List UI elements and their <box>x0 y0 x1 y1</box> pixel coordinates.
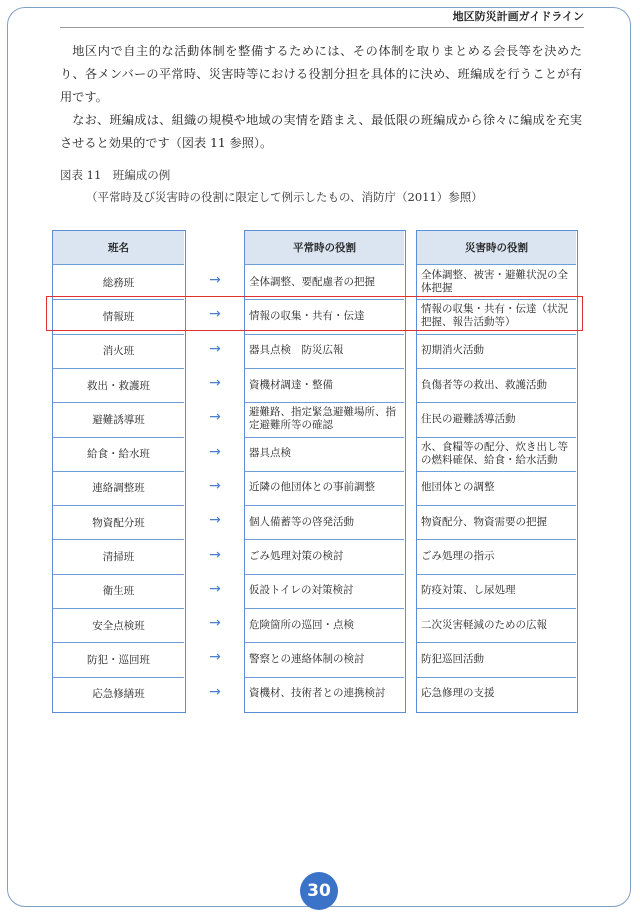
header-rule <box>60 27 584 28</box>
cell-disaster: 応急修理の支援 <box>421 687 495 700</box>
arrow-icon: → <box>209 580 221 597</box>
cell-disaster: 負傷者等の救出、救護活動 <box>421 378 547 391</box>
figure-subcaption: （平常時及び災害時の役割に限定して例示したもの、消防庁（2011）参照） <box>86 190 483 204</box>
cell-disaster: 防疫対策、し尿処理 <box>421 584 516 597</box>
header-title: 地区防災計画ガイドライン <box>452 10 584 23</box>
cell-normal: ごみ処理対策の検討 <box>249 550 344 563</box>
arrow-icon: → <box>209 340 221 357</box>
cell-team: 連絡調整班 <box>92 482 145 495</box>
cell-team: 物資配分班 <box>92 516 145 529</box>
cell-disaster: 情報の収集・共有・伝達（状況把握、報告活動等） <box>421 303 568 329</box>
arrow-icon: → <box>209 649 221 666</box>
arrow-icon: → <box>209 272 221 289</box>
header-normal: 平常時の役割 <box>245 231 404 264</box>
cell-team: 救出・救護班 <box>87 379 150 392</box>
cell-normal: 近隣の他団体との事前調整 <box>249 481 375 494</box>
arrow-icon: → <box>209 683 221 700</box>
page-number: 30 <box>300 872 338 910</box>
header-disaster: 災害時の役割 <box>417 231 576 264</box>
cell-normal: 個人備蓄等の啓発活動 <box>249 515 354 528</box>
cell-team: 避難誘導班 <box>92 413 145 426</box>
body-text <box>60 40 582 155</box>
cell-disaster: 初期消火活動 <box>421 344 484 357</box>
header-team: 班名 <box>53 231 184 264</box>
arrow-icon: → <box>209 512 221 529</box>
cell-team: 総務班 <box>102 276 135 289</box>
cell-team: 清掃班 <box>102 551 135 564</box>
arrow-icon: → <box>209 443 221 460</box>
cell-team: 応急修繕班 <box>92 688 145 701</box>
cell-normal: 資機材調達・整備 <box>249 378 333 391</box>
cell-team: 消火班 <box>102 345 135 358</box>
cell-disaster: 住民の避難誘導活動 <box>421 412 516 425</box>
arrow-icon: → <box>209 306 221 323</box>
cell-team: 防犯・巡回班 <box>87 653 150 666</box>
cell-team: 安全点検班 <box>92 619 145 632</box>
cell-disaster: 二次災害軽減のための広報 <box>421 618 547 631</box>
arrow-icon: → <box>209 546 221 563</box>
cell-team: 衛生班 <box>102 585 135 598</box>
arrow-icon: → <box>209 477 221 494</box>
cell-disaster: 水、食糧等の配分、炊き出し等の燃料確保、給食・給水活動 <box>421 440 568 466</box>
cell-normal: 危険箇所の巡回・点検 <box>249 618 354 631</box>
paragraph-1: 地区内で自主的な活動体制を整備するためには、その体制を取りまとめる会長等を決めたり、各メンバーの平常時、災害時等における役割分担を具体的に決め、班編成を行うことが有用です。 <box>60 44 582 104</box>
cell-normal: 仮設トイレの対策検討 <box>249 584 354 597</box>
cell-normal: 避難路、指定緊急避難場所、指定避難所等の確認 <box>249 406 396 432</box>
cell-disaster: 防犯巡回活動 <box>421 652 484 665</box>
paragraph-2: なお、班編成は、組織の規模や地域の実情を踏まえ、最低限の班編成から徐々に編成を充実させると効果的です（図表 11 参照）。 <box>60 113 582 150</box>
cell-normal: 全体調整、要配慮者の把握 <box>249 275 375 288</box>
arrow-icon: → <box>209 615 221 632</box>
figure-caption: 図表 11 班編成の例 <box>60 168 171 182</box>
cell-normal: 情報の収集・共有・伝達 <box>249 309 365 322</box>
cell-normal: 資機材、技術者との連携検討 <box>249 687 386 700</box>
arrow-icon: → <box>209 375 221 392</box>
arrow-icon: → <box>209 409 221 426</box>
cell-normal: 器具点検 防災広報 <box>249 344 344 357</box>
cell-disaster: 他団体との調整 <box>421 481 495 494</box>
cell-team: 情報班 <box>102 310 135 323</box>
cell-normal: 器具点検 <box>249 447 291 460</box>
cell-normal: 警察との連絡体制の検討 <box>249 652 365 665</box>
cell-disaster: 物資配分、物資需要の把握 <box>421 515 547 528</box>
highlight-box <box>46 296 583 331</box>
cell-team: 給食・給水班 <box>87 448 150 461</box>
cell-disaster: ごみ処理の指示 <box>421 550 495 563</box>
cell-disaster: 全体調整、被害・避難状況の全体把握 <box>421 269 568 295</box>
